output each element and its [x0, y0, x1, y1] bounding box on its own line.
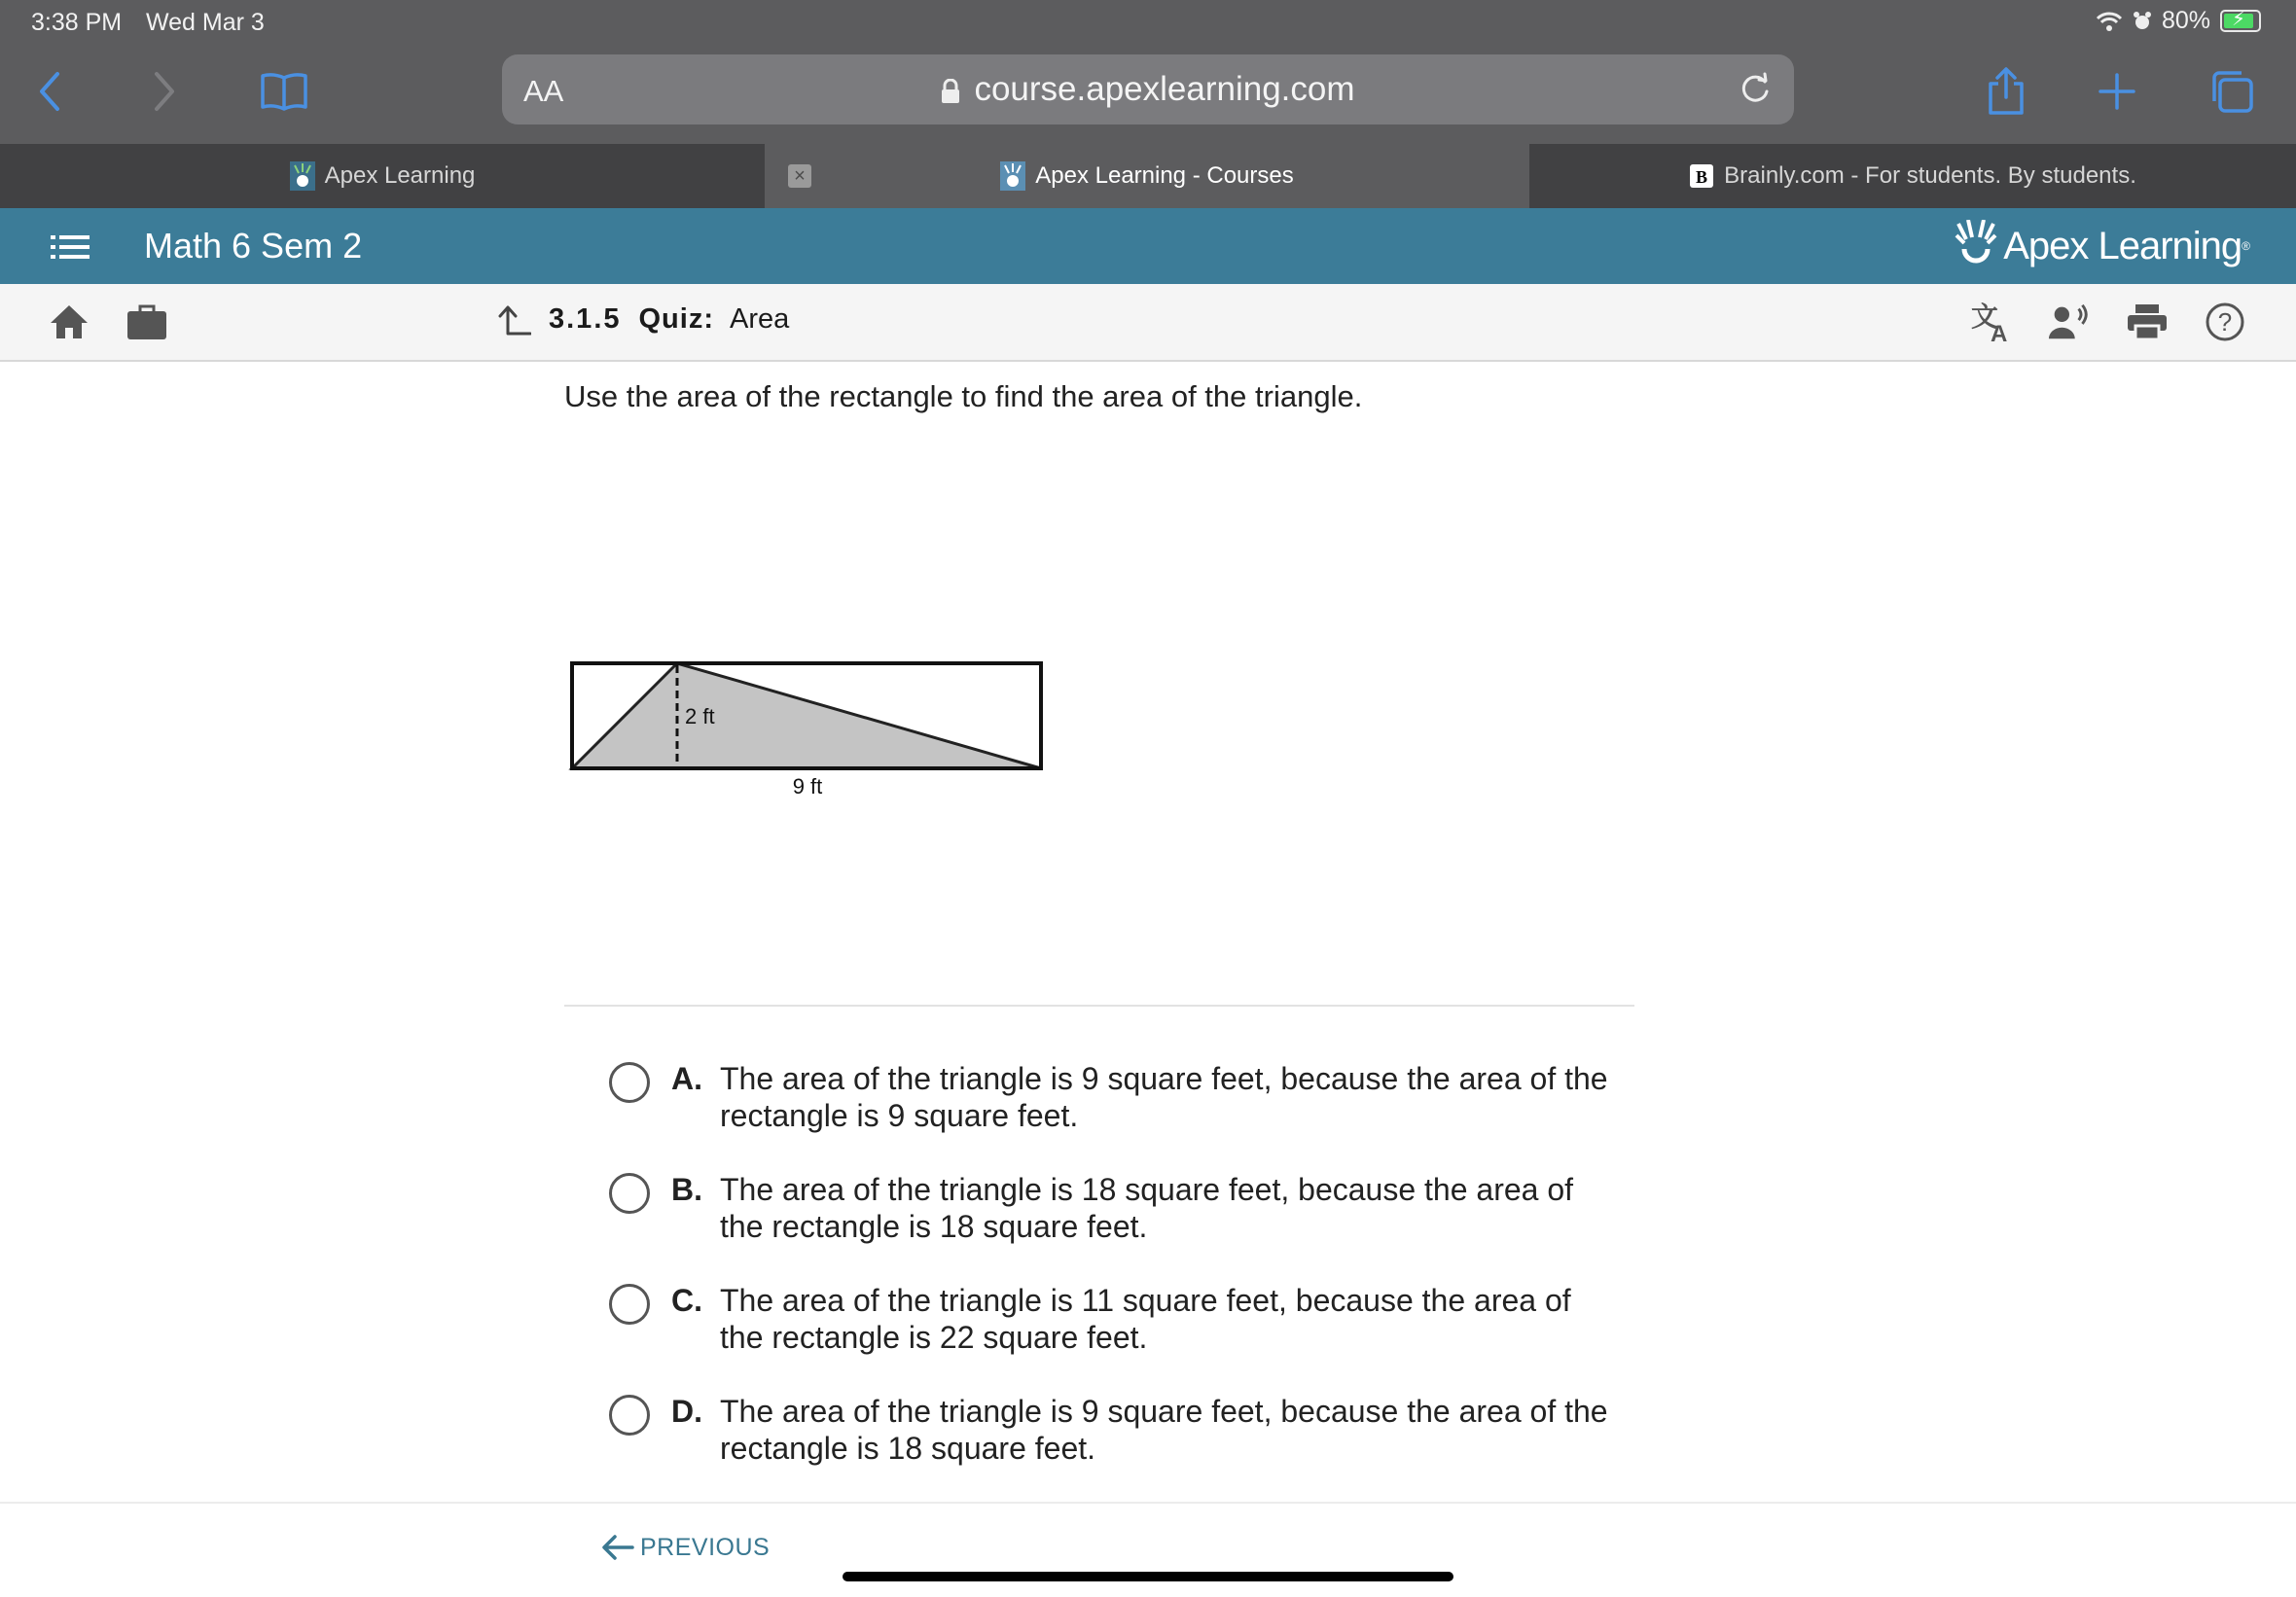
status-bar: [0, 0, 2296, 45]
previous-label: PREVIOUS: [640, 1533, 771, 1561]
radio-button[interactable]: [609, 1395, 650, 1436]
text-size-button[interactable]: AA: [523, 74, 564, 108]
answer-option-b[interactable]: [609, 1171, 1615, 1245]
option-letter: D.: [671, 1394, 702, 1429]
question-prompt: Use the area of the rectangle to find the area of the triangle.: [564, 379, 1363, 413]
svg-text:A: A: [1991, 321, 2008, 343]
brand-name: Apex Learning: [2003, 224, 2242, 267]
answer-option-d[interactable]: [609, 1393, 1615, 1467]
browser-tabs: [0, 144, 2296, 208]
url-display[interactable]: [502, 70, 1794, 109]
option-text: The area of the triangle is 11 square feet, because the area of the rectangle is 22 square feet.: [720, 1283, 1571, 1355]
height-label: 2 ft: [685, 704, 715, 728]
svg-text:?: ?: [2217, 307, 2233, 337]
tab-label: Apex Learning - Courses: [1035, 162, 1294, 189]
wifi-icon: [2096, 11, 2123, 32]
tab-label: Apex Learning: [324, 162, 476, 189]
battery-percent: 80%: [2161, 7, 2210, 34]
activity-type: Quiz:: [638, 303, 714, 335]
status-time: 3:38 PM: [31, 9, 123, 36]
option-letter: B.: [671, 1172, 702, 1207]
forward-icon[interactable]: [134, 62, 193, 121]
home-icon[interactable]: [47, 300, 91, 344]
option-letter: C.: [671, 1283, 702, 1318]
svg-text:文: 文: [1971, 302, 1999, 332]
option-text: The area of the triangle is 9 square feet, because the area of the rectangle is 18 square feet.: [720, 1394, 1608, 1466]
status-date: Wed Mar 3: [146, 9, 265, 36]
rectangle-triangle-figure: [566, 654, 1053, 809]
breadcrumb: [498, 303, 789, 336]
alarm-icon: [2133, 11, 2152, 32]
address-bar[interactable]: [502, 54, 1794, 124]
tab-label: Brainly.com - For students. By students.: [1724, 162, 2136, 189]
base-label: 9 ft: [792, 774, 823, 798]
back-icon[interactable]: [21, 62, 80, 121]
briefcase-icon[interactable]: [125, 300, 169, 344]
course-title: Math 6 Sem 2: [144, 226, 363, 266]
translate-icon[interactable]: [1969, 300, 2014, 344]
up-level-icon[interactable]: [498, 304, 531, 336]
option-text: The area of the triangle is 18 square feet, because the area of the rectangle is 18 square feet.: [720, 1172, 1574, 1244]
radio-button[interactable]: [609, 1173, 650, 1214]
menu-icon[interactable]: [51, 233, 90, 261]
option-text: The area of the triangle is 9 square feet, because the area of the rectangle is 9 square feet.: [720, 1061, 1608, 1133]
tab-apex-learning[interactable]: [0, 144, 765, 208]
tab-brainly[interactable]: [1529, 144, 2296, 208]
read-aloud-icon[interactable]: [2047, 300, 2092, 344]
print-icon[interactable]: [2125, 300, 2170, 344]
apex-favicon-icon: [1000, 161, 1025, 191]
arrow-left-icon: [601, 1533, 634, 1562]
course-header: [0, 208, 2296, 284]
radio-button[interactable]: [609, 1284, 650, 1325]
reload-icon[interactable]: [1736, 70, 1775, 109]
share-icon[interactable]: [1977, 62, 2035, 121]
bookmarks-icon[interactable]: [255, 62, 313, 121]
browser-toolbar: [0, 45, 2296, 144]
tabs-overview-icon[interactable]: [2203, 62, 2261, 121]
activity-nav: [0, 284, 2296, 362]
apex-favicon-icon: [290, 161, 315, 191]
url-text: course.apexlearning.com: [974, 70, 1355, 108]
answer-option-c[interactable]: [609, 1282, 1615, 1356]
divider: [564, 1005, 1634, 1007]
lock-icon: [941, 79, 960, 104]
new-tab-icon[interactable]: [2088, 62, 2146, 121]
help-icon[interactable]: [2203, 300, 2247, 344]
activity-title: Area: [730, 303, 790, 335]
previous-button[interactable]: [601, 1533, 770, 1562]
apex-logo: Apex Learning ®: [1955, 220, 2249, 272]
answer-option-a[interactable]: [609, 1060, 1615, 1134]
brainly-favicon-icon: [1689, 161, 1714, 191]
close-tab-icon[interactable]: ×: [788, 164, 811, 188]
home-indicator: [843, 1572, 1453, 1581]
option-letter: A.: [671, 1061, 702, 1096]
apex-logo-icon: [1955, 220, 1997, 272]
quiz-footer: [0, 1502, 2296, 1597]
triangle-shape: [572, 663, 1041, 768]
status-indicators: [2096, 7, 2261, 35]
radio-button[interactable]: [609, 1062, 650, 1103]
section-number: 3.1.5: [549, 303, 622, 335]
battery-icon: ⚡: [2220, 10, 2261, 32]
svg-text:B: B: [1696, 167, 1708, 187]
tab-apex-courses[interactable]: [765, 144, 1529, 208]
